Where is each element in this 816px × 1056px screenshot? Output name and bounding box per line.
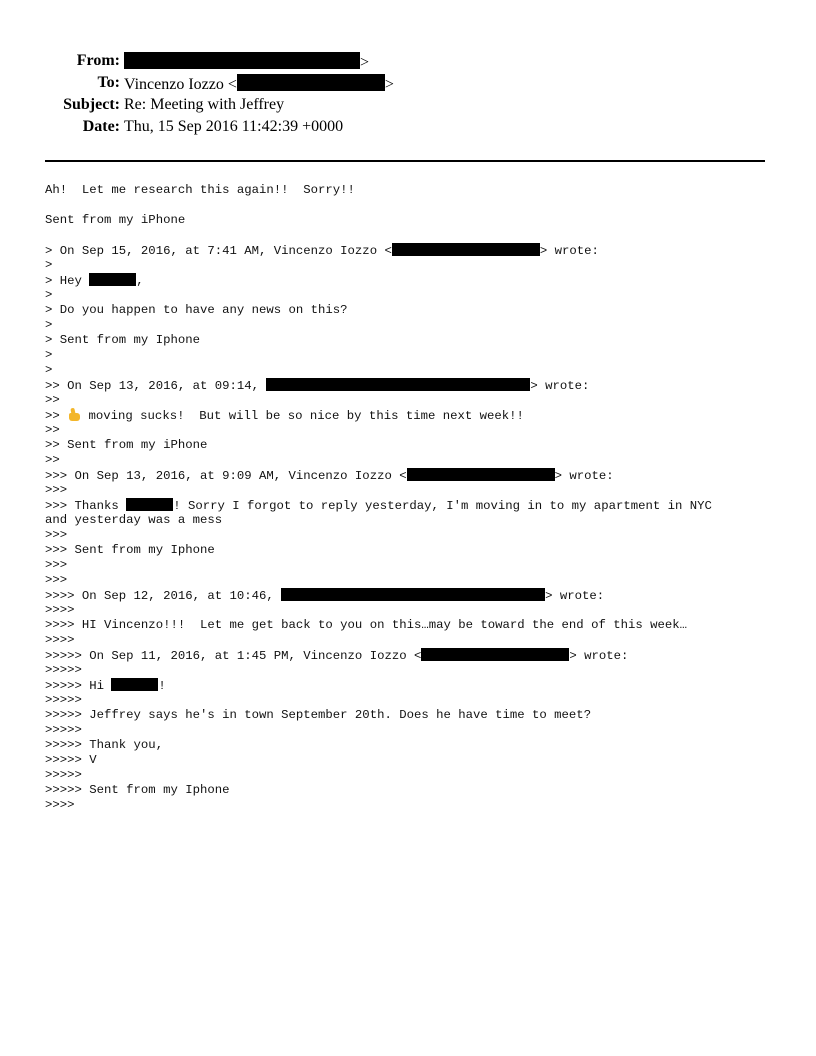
body-line: >>>> bbox=[45, 798, 75, 812]
body-line: >>> On Sep 13, 2016, at 9:09 AM, Vincenzo Iozzo < > wrote: bbox=[45, 469, 614, 483]
body-line: Ah! Let me research this again!! Sorry!! bbox=[45, 183, 355, 197]
thumbs-up-emoji-icon bbox=[67, 408, 81, 421]
date-value: Thu, 15 Sep 2016 11:42:39 +0000 bbox=[124, 118, 344, 135]
body-line: >> Sent from my iPhone bbox=[45, 438, 208, 452]
redaction-box bbox=[126, 498, 173, 511]
redaction-box bbox=[281, 588, 545, 601]
redaction-box bbox=[392, 243, 540, 256]
from-label: From: bbox=[76, 52, 120, 69]
to-value: Vincenzo Iozzo < > bbox=[124, 76, 394, 93]
date-label: Date: bbox=[82, 118, 120, 135]
body-line: >>> bbox=[45, 528, 68, 542]
body-line: and yesterday was a mess bbox=[45, 513, 223, 527]
body-line: >> moving sucks! But will be so nice by this time next week!! bbox=[45, 409, 524, 423]
redaction-box bbox=[421, 648, 569, 661]
body-line: > bbox=[45, 288, 53, 302]
body-line: > Do you happen to have any news on this? bbox=[45, 303, 348, 317]
body-line: >>>>> Hi ! bbox=[45, 679, 166, 693]
body-line: >> bbox=[45, 423, 60, 437]
body-line: >>> Thanks ! Sorry I forgot to reply yesterday, I'm moving in to my apartment in NYC bbox=[45, 499, 712, 513]
body-line: >>>>> Jeffrey says he's in town September 20th. Does he have time to meet? bbox=[45, 708, 592, 722]
redaction-box bbox=[89, 273, 136, 286]
body-line: > bbox=[45, 258, 53, 272]
body-line: >>>>> Sent from my Iphone bbox=[45, 783, 230, 797]
body-line: > Sent from my Iphone bbox=[45, 333, 200, 347]
body-line: >> On Sep 13, 2016, at 09:14, > wrote: bbox=[45, 379, 590, 393]
body-line: >>>> bbox=[45, 633, 75, 647]
header-divider bbox=[45, 160, 765, 162]
body-line: >>>> HI Vincenzo!!! Let me get back to you on this…may be toward the end of this week… bbox=[45, 618, 688, 632]
body-line: >> bbox=[45, 453, 60, 467]
body-line: >>> bbox=[45, 573, 68, 587]
body-line: >>>>> bbox=[45, 693, 82, 707]
redaction-box bbox=[407, 468, 555, 481]
body-line: >>>> On Sep 12, 2016, at 10:46, > wrote: bbox=[45, 589, 605, 603]
body-line: >>> Sent from my Iphone bbox=[45, 543, 215, 557]
body-line: >>>>> bbox=[45, 768, 82, 782]
redaction-box bbox=[111, 678, 158, 691]
body-line: >>>> bbox=[45, 603, 75, 617]
redaction-box bbox=[124, 52, 360, 69]
redaction-box bbox=[237, 74, 385, 91]
body-line: Sent from my iPhone bbox=[45, 213, 186, 227]
body-line: > bbox=[45, 318, 53, 332]
body-line: > bbox=[45, 348, 53, 362]
subject-value: Re: Meeting with Jeffrey bbox=[124, 96, 285, 113]
to-label: To: bbox=[97, 74, 120, 91]
subject-label: Subject: bbox=[63, 96, 120, 113]
body-line: >>> bbox=[45, 558, 68, 572]
body-line: >>>>> bbox=[45, 663, 82, 677]
body-line: >> bbox=[45, 393, 60, 407]
body-line: >>> bbox=[45, 483, 68, 497]
body-line: > Hey , bbox=[45, 274, 144, 288]
redaction-box bbox=[266, 378, 530, 391]
body-line: >>>>> bbox=[45, 723, 82, 737]
body-line: >>>>> Thank you, bbox=[45, 738, 164, 752]
body-line: >>>>> On Sep 11, 2016, at 1:45 PM, Vincenzo Iozzo < > wrote: bbox=[45, 649, 629, 663]
body-line: > On Sep 15, 2016, at 7:41 AM, Vincenzo Iozzo < > wrote: bbox=[45, 244, 599, 258]
body-line: > bbox=[45, 363, 53, 377]
from-value: > bbox=[124, 52, 369, 72]
body-line: >>>>> V bbox=[45, 753, 97, 767]
